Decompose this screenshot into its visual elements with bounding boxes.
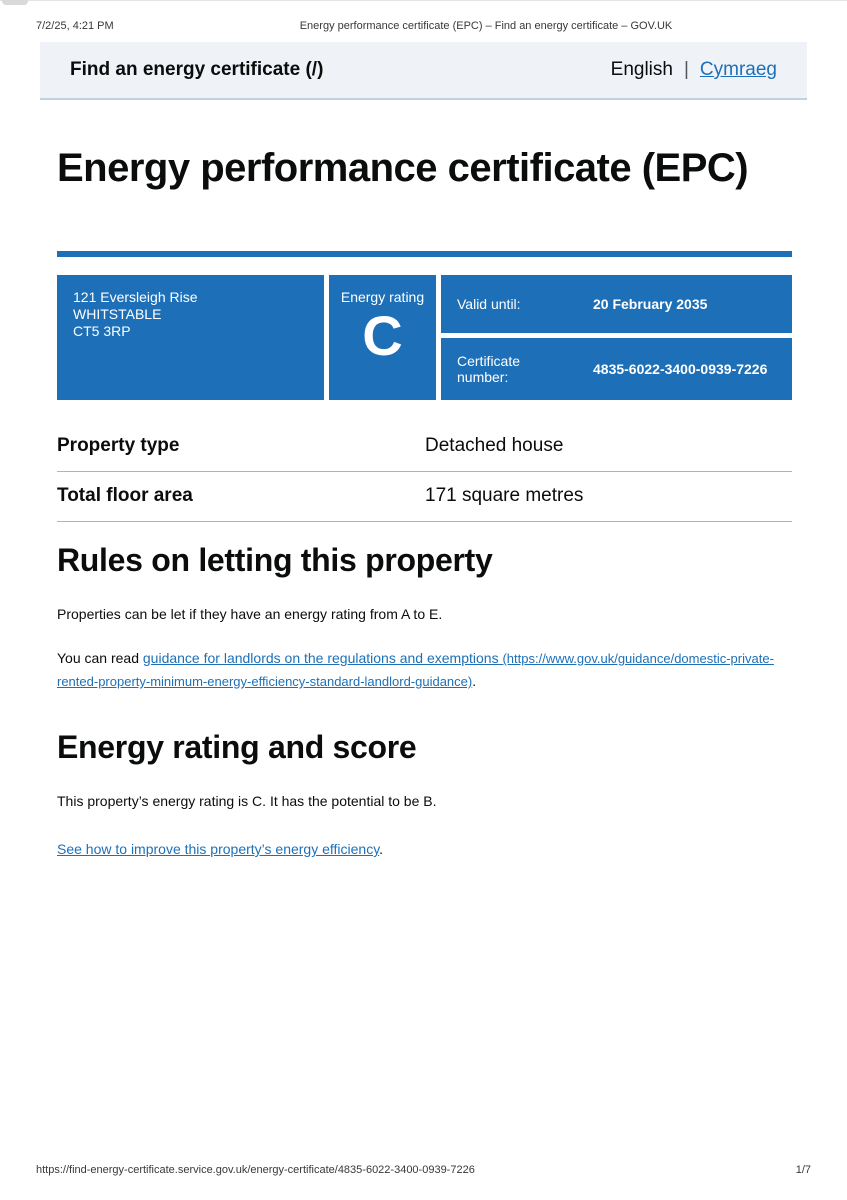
landlord-guidance-link-text: guidance for landlords on the regulations and exemptions	[142, 650, 499, 666]
certificate-banner	[57, 275, 792, 400]
property-type-value: Detached house	[425, 435, 564, 456]
language-current-english: English	[610, 59, 673, 80]
improve-paragraph-suffix: .	[379, 841, 384, 857]
guidance-paragraph	[57, 647, 792, 693]
certificate-number-value: 4835-6022-3400-0939-7226	[593, 361, 768, 377]
valid-until-value: 20 February 2035	[593, 296, 708, 312]
address-line-1: 121 Eversleigh Rise	[73, 289, 198, 305]
rating-section-heading: Energy rating and score	[57, 729, 417, 765]
print-footer-page-number: 1/7	[795, 1164, 811, 1176]
rating-summary-paragraph: This property’s energy rating is C. It has the potential to be B.	[57, 793, 437, 809]
rules-paragraph: Properties can be let if they have an energy rating from A to E.	[57, 606, 443, 622]
certificate-number-label: Certificate number:	[457, 353, 521, 385]
guidance-text-suffix: .	[472, 673, 477, 689]
table-row-floor-area	[57, 472, 792, 522]
page-title: Energy performance certificate (EPC)	[57, 146, 749, 190]
browser-top-artifact	[2, 0, 28, 5]
service-header	[40, 42, 807, 100]
property-type-label: Property type	[57, 435, 180, 456]
address-line-3: CT5 3RP	[73, 323, 131, 339]
language-switcher	[611, 59, 777, 81]
floor-area-value: 171 square metres	[425, 485, 584, 506]
language-link-cymraeg[interactable]: Cymraeg	[699, 59, 777, 80]
guidance-text-prefix: You can read	[57, 650, 143, 666]
certificate-number-row	[441, 338, 792, 400]
energy-rating-panel	[329, 275, 436, 400]
language-divider: |	[683, 59, 689, 80]
property-summary-table	[57, 422, 792, 522]
main-content	[57, 142, 792, 860]
improve-paragraph	[57, 838, 792, 860]
landlord-guidance-link-url: (https://www.gov.uk/guidance/domestic-private-rented-property-minimum-energy-efficiency-standard-landlord-guidance)	[57, 651, 774, 689]
energy-rating-value: C	[362, 304, 403, 367]
service-name-link[interactable]: Find an energy certificate (/)	[70, 59, 324, 80]
print-datetime: 7/2/25, 4:21 PM	[36, 20, 114, 32]
blue-section-rule	[57, 251, 792, 257]
landlord-guidance-link[interactable]	[57, 650, 774, 689]
address-line-2: WHITSTABLE	[73, 306, 162, 322]
energy-rating-label: Energy rating	[340, 289, 425, 305]
certificate-details-panel	[441, 275, 792, 400]
floor-area-label: Total floor area	[57, 485, 193, 506]
print-document-title: Energy performance certificate (EPC) – Find an energy certificate – GOV.UK	[299, 20, 673, 32]
rules-section-heading: Rules on letting this property	[57, 542, 493, 578]
property-address	[57, 275, 324, 400]
valid-until-label: Valid until:	[457, 296, 521, 312]
improve-efficiency-link[interactable]: See how to improve this property’s energy efficiency	[57, 841, 380, 857]
page-top-edge-line	[0, 0, 847, 1]
print-footer-url: https://find-energy-certificate.service.gov.uk/energy-certificate/4835-6022-3400-0939-7226	[36, 1164, 475, 1176]
valid-until-row	[441, 275, 792, 333]
table-row-property-type	[57, 422, 792, 472]
